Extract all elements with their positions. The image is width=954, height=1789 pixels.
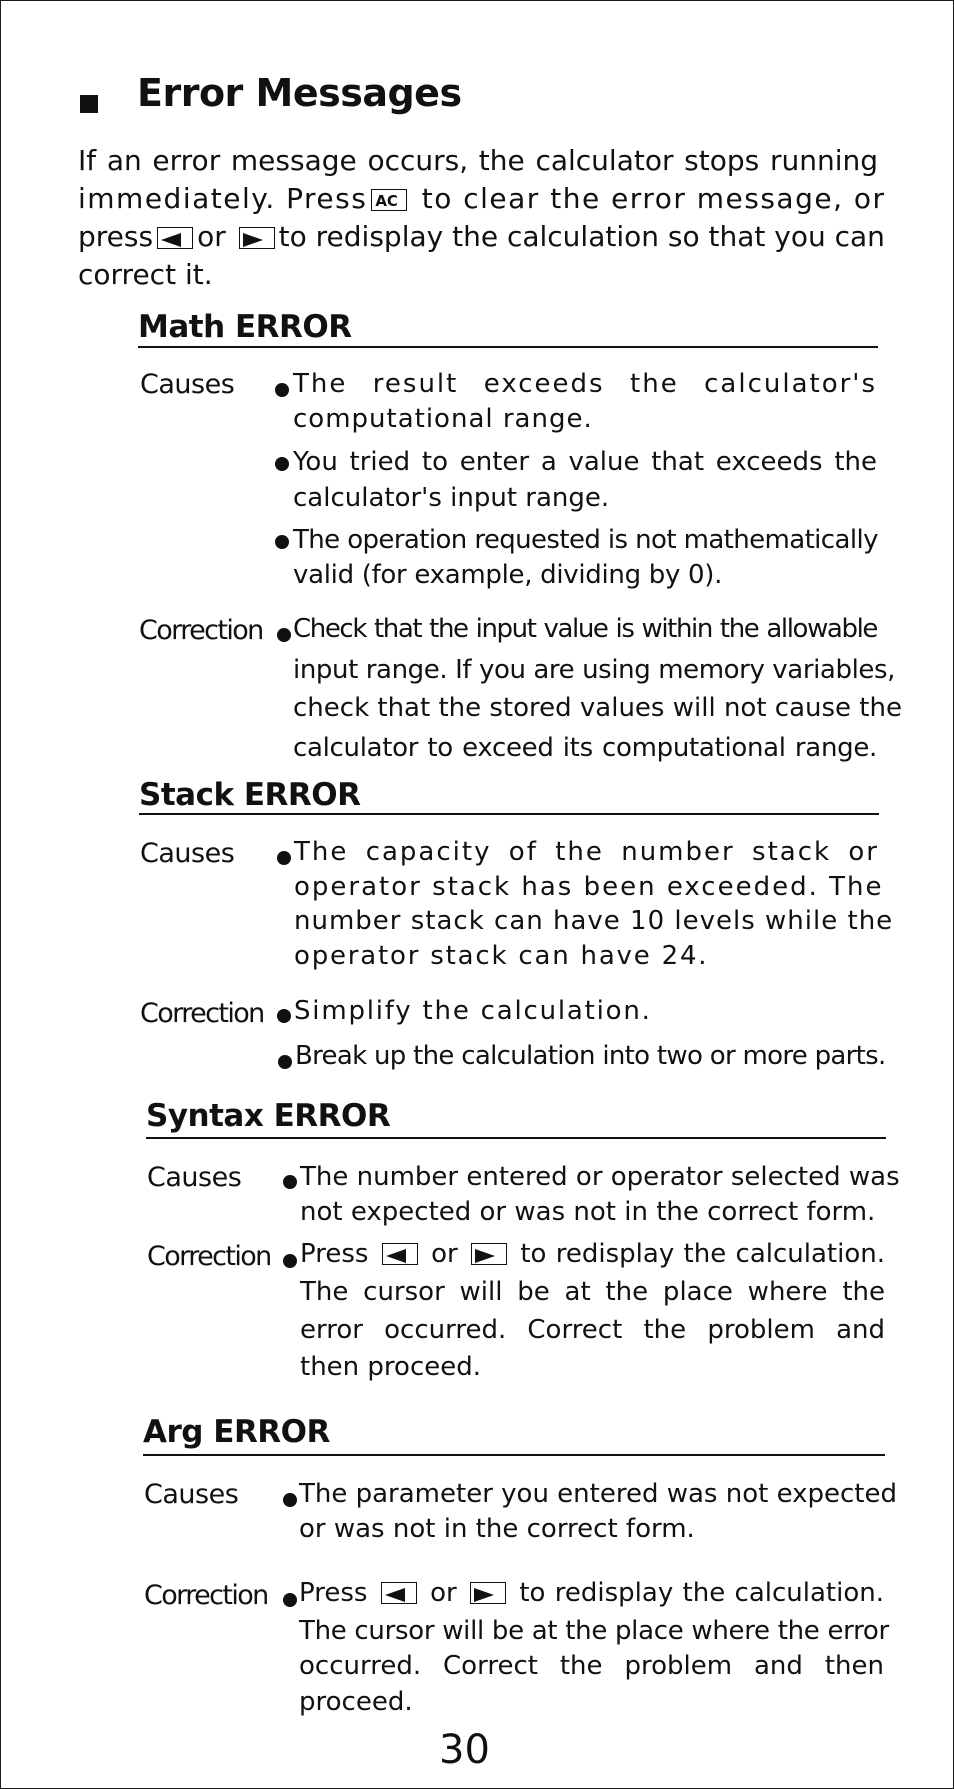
right-arrow-key-icon [239, 227, 275, 249]
cause-line: number stack can have 10 levels while the [294, 906, 894, 936]
bullet-dot-icon [283, 1175, 297, 1189]
cause-line: operator stack can have 24. [294, 941, 709, 971]
correction-text: to redisplay the calculation. [520, 1239, 885, 1269]
intro-text: immediately. Press [78, 182, 368, 215]
correction-text: or [431, 1239, 458, 1269]
correction-label: Correction [144, 1580, 268, 1611]
correction-text: or [430, 1578, 457, 1608]
cause-line: not expected or was not in the correct form. [300, 1197, 876, 1227]
bullet-dot-icon [277, 851, 291, 865]
correction-text: Press [299, 1578, 368, 1608]
correction-label: Correction [140, 998, 264, 1029]
section-heading-syntax-error: Syntax ERROR [146, 1098, 391, 1134]
correction-line: Break up the calculation into two or more parts. [295, 1041, 886, 1071]
correction-line: then proceed. [300, 1352, 481, 1382]
left-arrow-key-icon [382, 1243, 418, 1265]
intro-line-1: If an error message occurs, the calculator stops running [78, 144, 878, 177]
cause-line: The operation requested is not mathematically [293, 525, 878, 555]
correction-line: calculator to exceed its computational range. [293, 733, 877, 763]
correction-line: input range. If you are using memory variables, [293, 655, 896, 685]
intro-text: to clear the error message, or [421, 182, 886, 215]
bullet-dot-icon [275, 535, 289, 549]
section-rule [138, 346, 878, 348]
correction-line: Check that the input value is within the allowable [293, 614, 877, 644]
intro-line-4: correct it. [78, 258, 213, 291]
page-number: 30 [439, 1727, 490, 1773]
section-rule [139, 813, 879, 815]
black-square-icon [80, 95, 98, 113]
correction-label: Correction [147, 1241, 271, 1272]
cause-line: The number entered or operator selected was [300, 1162, 900, 1192]
intro-text: or [197, 220, 226, 253]
cause-line: operator stack has been exceeded. The [294, 872, 884, 902]
correction-line: error occurred. Correct the problem and [300, 1315, 885, 1345]
page-title: Error Messages [137, 71, 462, 115]
correction-label: Correction [139, 615, 263, 646]
correction-line: Simplify the calculation. [294, 996, 652, 1026]
cause-line: or was not in the correct form. [299, 1514, 695, 1544]
intro-line-3 [78, 220, 885, 253]
section-rule [143, 1454, 885, 1456]
correction-text: Press [300, 1239, 369, 1269]
cause-line: calculator's input range. [293, 483, 610, 513]
section-rule [146, 1137, 886, 1139]
bullet-dot-icon [277, 1009, 291, 1023]
bullet-dot-icon [283, 1493, 297, 1507]
section-heading-math-error: Math ERROR [138, 309, 352, 345]
ac-key-icon [371, 189, 407, 211]
bullet-dot-icon [277, 628, 291, 642]
intro-line-2 [78, 182, 886, 215]
cause-line: computational range. [293, 404, 593, 434]
cause-line: The result exceeds the calculator's [293, 369, 877, 399]
ac-key-label: AC [375, 192, 398, 210]
bullet-dot-icon [283, 1254, 297, 1268]
bullet-dot-icon [275, 457, 289, 471]
correction-line [300, 1239, 885, 1269]
correction-text: to redisplay the calculation. [519, 1578, 884, 1608]
left-arrow-key-icon [157, 227, 193, 249]
cause-line: You tried to enter a value that exceeds the [293, 447, 877, 477]
correction-line: occurred. Correct the problem and then [299, 1651, 884, 1681]
correction-line: proceed. [299, 1687, 413, 1717]
cause-line: The capacity of the number stack or [294, 837, 879, 867]
intro-text: press [78, 220, 154, 253]
causes-label: Causes [144, 1479, 239, 1510]
cause-line: The parameter you entered was not expected [299, 1479, 897, 1509]
bullet-dot-icon [278, 1055, 292, 1069]
causes-label: Causes [140, 838, 235, 869]
correction-line [299, 1578, 884, 1608]
correction-line: check that the stored values will not cause the [293, 693, 902, 723]
bullet-dot-icon [275, 383, 289, 397]
bullet-dot-icon [283, 1593, 297, 1607]
causes-label: Causes [147, 1162, 242, 1193]
left-arrow-key-icon [381, 1582, 417, 1604]
correction-line: The cursor will be at the place where the error [299, 1616, 889, 1646]
right-arrow-key-icon [470, 1582, 506, 1604]
right-arrow-key-icon [471, 1243, 507, 1265]
section-heading-stack-error: Stack ERROR [139, 777, 361, 813]
section-heading-arg-error: Arg ERROR [143, 1414, 330, 1450]
correction-line: The cursor will be at the place where the [300, 1277, 885, 1307]
causes-label: Causes [140, 369, 235, 400]
intro-text: to redisplay the calculation so that you can [278, 220, 885, 253]
cause-line: valid (for example, dividing by 0). [293, 560, 723, 590]
